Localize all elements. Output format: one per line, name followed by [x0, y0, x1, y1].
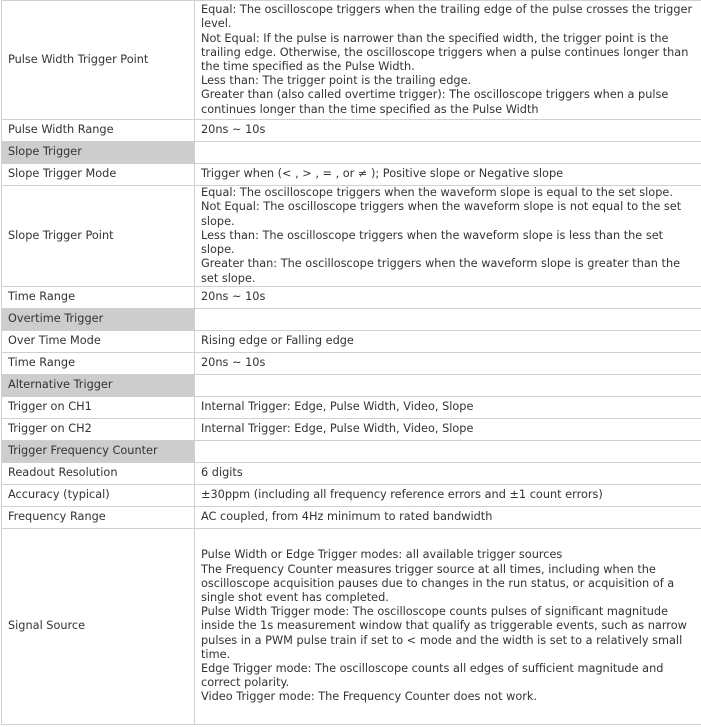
- row-label: Over Time Mode: [2, 331, 195, 353]
- row-value: [195, 529, 701, 725]
- row-label: Trigger on CH1: [2, 397, 195, 419]
- row-label: Slope Trigger Mode: [2, 164, 195, 186]
- row-value: Rising edge or Falling edge: [195, 331, 701, 353]
- row-value: AC coupled, from 4Hz minimum to rated bandwidth: [195, 507, 701, 529]
- row-label: Pulse Width Range: [2, 120, 195, 142]
- table-row: [2, 397, 701, 419]
- value-line: Equal: The oscilloscope triggers when the waveform slope is equal to the set slope.: [201, 186, 673, 200]
- row-label: Signal Source: [2, 529, 195, 725]
- row-value: Internal Trigger: Edge, Pulse Width, Video, Slope: [195, 419, 701, 441]
- table-row: [2, 331, 701, 353]
- section-title: Trigger Frequency Counter: [2, 441, 195, 463]
- section-blank: [195, 441, 701, 463]
- table-row: [2, 164, 701, 186]
- row-label: Accuracy (typical): [2, 485, 195, 507]
- value-line: Less than: The trigger point is the trailing edge.: [201, 74, 472, 88]
- row-value: 20ns ~ 10s: [195, 120, 701, 142]
- value-line: The Frequency Counter measures trigger source at all times, including when the oscilloscope acquisition pauses due to changes in the run status, or acquisition of a single shot event has completed.: [201, 562, 675, 604]
- row-label: Frequency Range: [2, 507, 195, 529]
- row-label: Time Range: [2, 353, 195, 375]
- section-title: Slope Trigger: [2, 142, 195, 164]
- row-label: Time Range: [2, 287, 195, 309]
- value-line: Greater than: The oscilloscope triggers when the waveform slope is greater than the set slope.: [201, 257, 681, 285]
- table-row: [2, 1, 701, 120]
- row-value: 20ns ~ 10s: [195, 353, 701, 375]
- row-label: Readout Resolution: [2, 463, 195, 485]
- section-header-row: [2, 441, 701, 463]
- row-label: Trigger on CH2: [2, 419, 195, 441]
- table-row: [2, 507, 701, 529]
- table-row: [2, 120, 701, 142]
- row-value: 20ns ~ 10s: [195, 287, 701, 309]
- section-blank: [195, 142, 701, 164]
- row-label: Slope Trigger Point: [2, 186, 195, 287]
- table-row: [2, 186, 701, 287]
- value-line: Pulse Width Trigger mode: The oscilloscope counts pulses of significant magnitude inside the 1s measurement window that qualify as triggerable events, such as narrow pulses in a PWM pulse train if set to < mode and the width is set to a relatively small time.: [201, 605, 687, 661]
- section-blank: [195, 309, 701, 331]
- section-header-row: [2, 309, 701, 331]
- row-label: Pulse Width Trigger Point: [2, 1, 195, 120]
- row-value: [195, 186, 701, 287]
- value-line: Edge Trigger mode: The oscilloscope counts all edges of sufficient magnitude and correct polarity.: [201, 662, 664, 690]
- table-row: [2, 529, 701, 725]
- table-row: [2, 419, 701, 441]
- spec-table: [1, 0, 701, 725]
- section-header-row: [2, 375, 701, 397]
- row-value: 6 digits: [195, 463, 701, 485]
- value-line: Equal: The oscilloscope triggers when the trailing edge of the pulse crosses the trigger level.: [201, 3, 693, 31]
- table-row: [2, 485, 701, 507]
- table-row: [2, 287, 701, 309]
- value-line: Video Trigger mode: The Frequency Counter does not work.: [201, 690, 538, 704]
- value-line: Greater than (also called overtime trigger): The oscilloscope triggers when a pulse continues longer than the time specified as the Pulse Width: [201, 88, 669, 116]
- section-blank: [195, 375, 701, 397]
- row-value: Internal Trigger: Edge, Pulse Width, Video, Slope: [195, 397, 701, 419]
- section-title: Overtime Trigger: [2, 309, 195, 331]
- table-row: [2, 463, 701, 485]
- value-line: Not Equal: If the pulse is narrower than the specified width, the trigger point is the trailing edge. Otherwise, the oscilloscope triggers when a pulse continues longer than the time specified as the Pulse Width.: [201, 31, 689, 73]
- value-line: Pulse Width or Edge Trigger modes: all available trigger sources: [201, 548, 563, 562]
- row-value: [195, 1, 701, 120]
- table-row: [2, 353, 701, 375]
- section-header-row: [2, 142, 701, 164]
- row-value: ±30ppm (including all frequency reference errors and ±1 count errors): [195, 485, 701, 507]
- value-line: Not Equal: The oscilloscope triggers when the waveform slope is not equal to the set slope.: [201, 200, 682, 228]
- value-line: Less than: The oscilloscope triggers when the waveform slope is less than the set slope.: [201, 228, 664, 257]
- section-title: Alternative Trigger: [2, 375, 195, 397]
- spec-table-body: [2, 1, 701, 725]
- row-value: Trigger when (< , > , = , or ≠ ); Positive slope or Negative slope: [195, 164, 701, 186]
